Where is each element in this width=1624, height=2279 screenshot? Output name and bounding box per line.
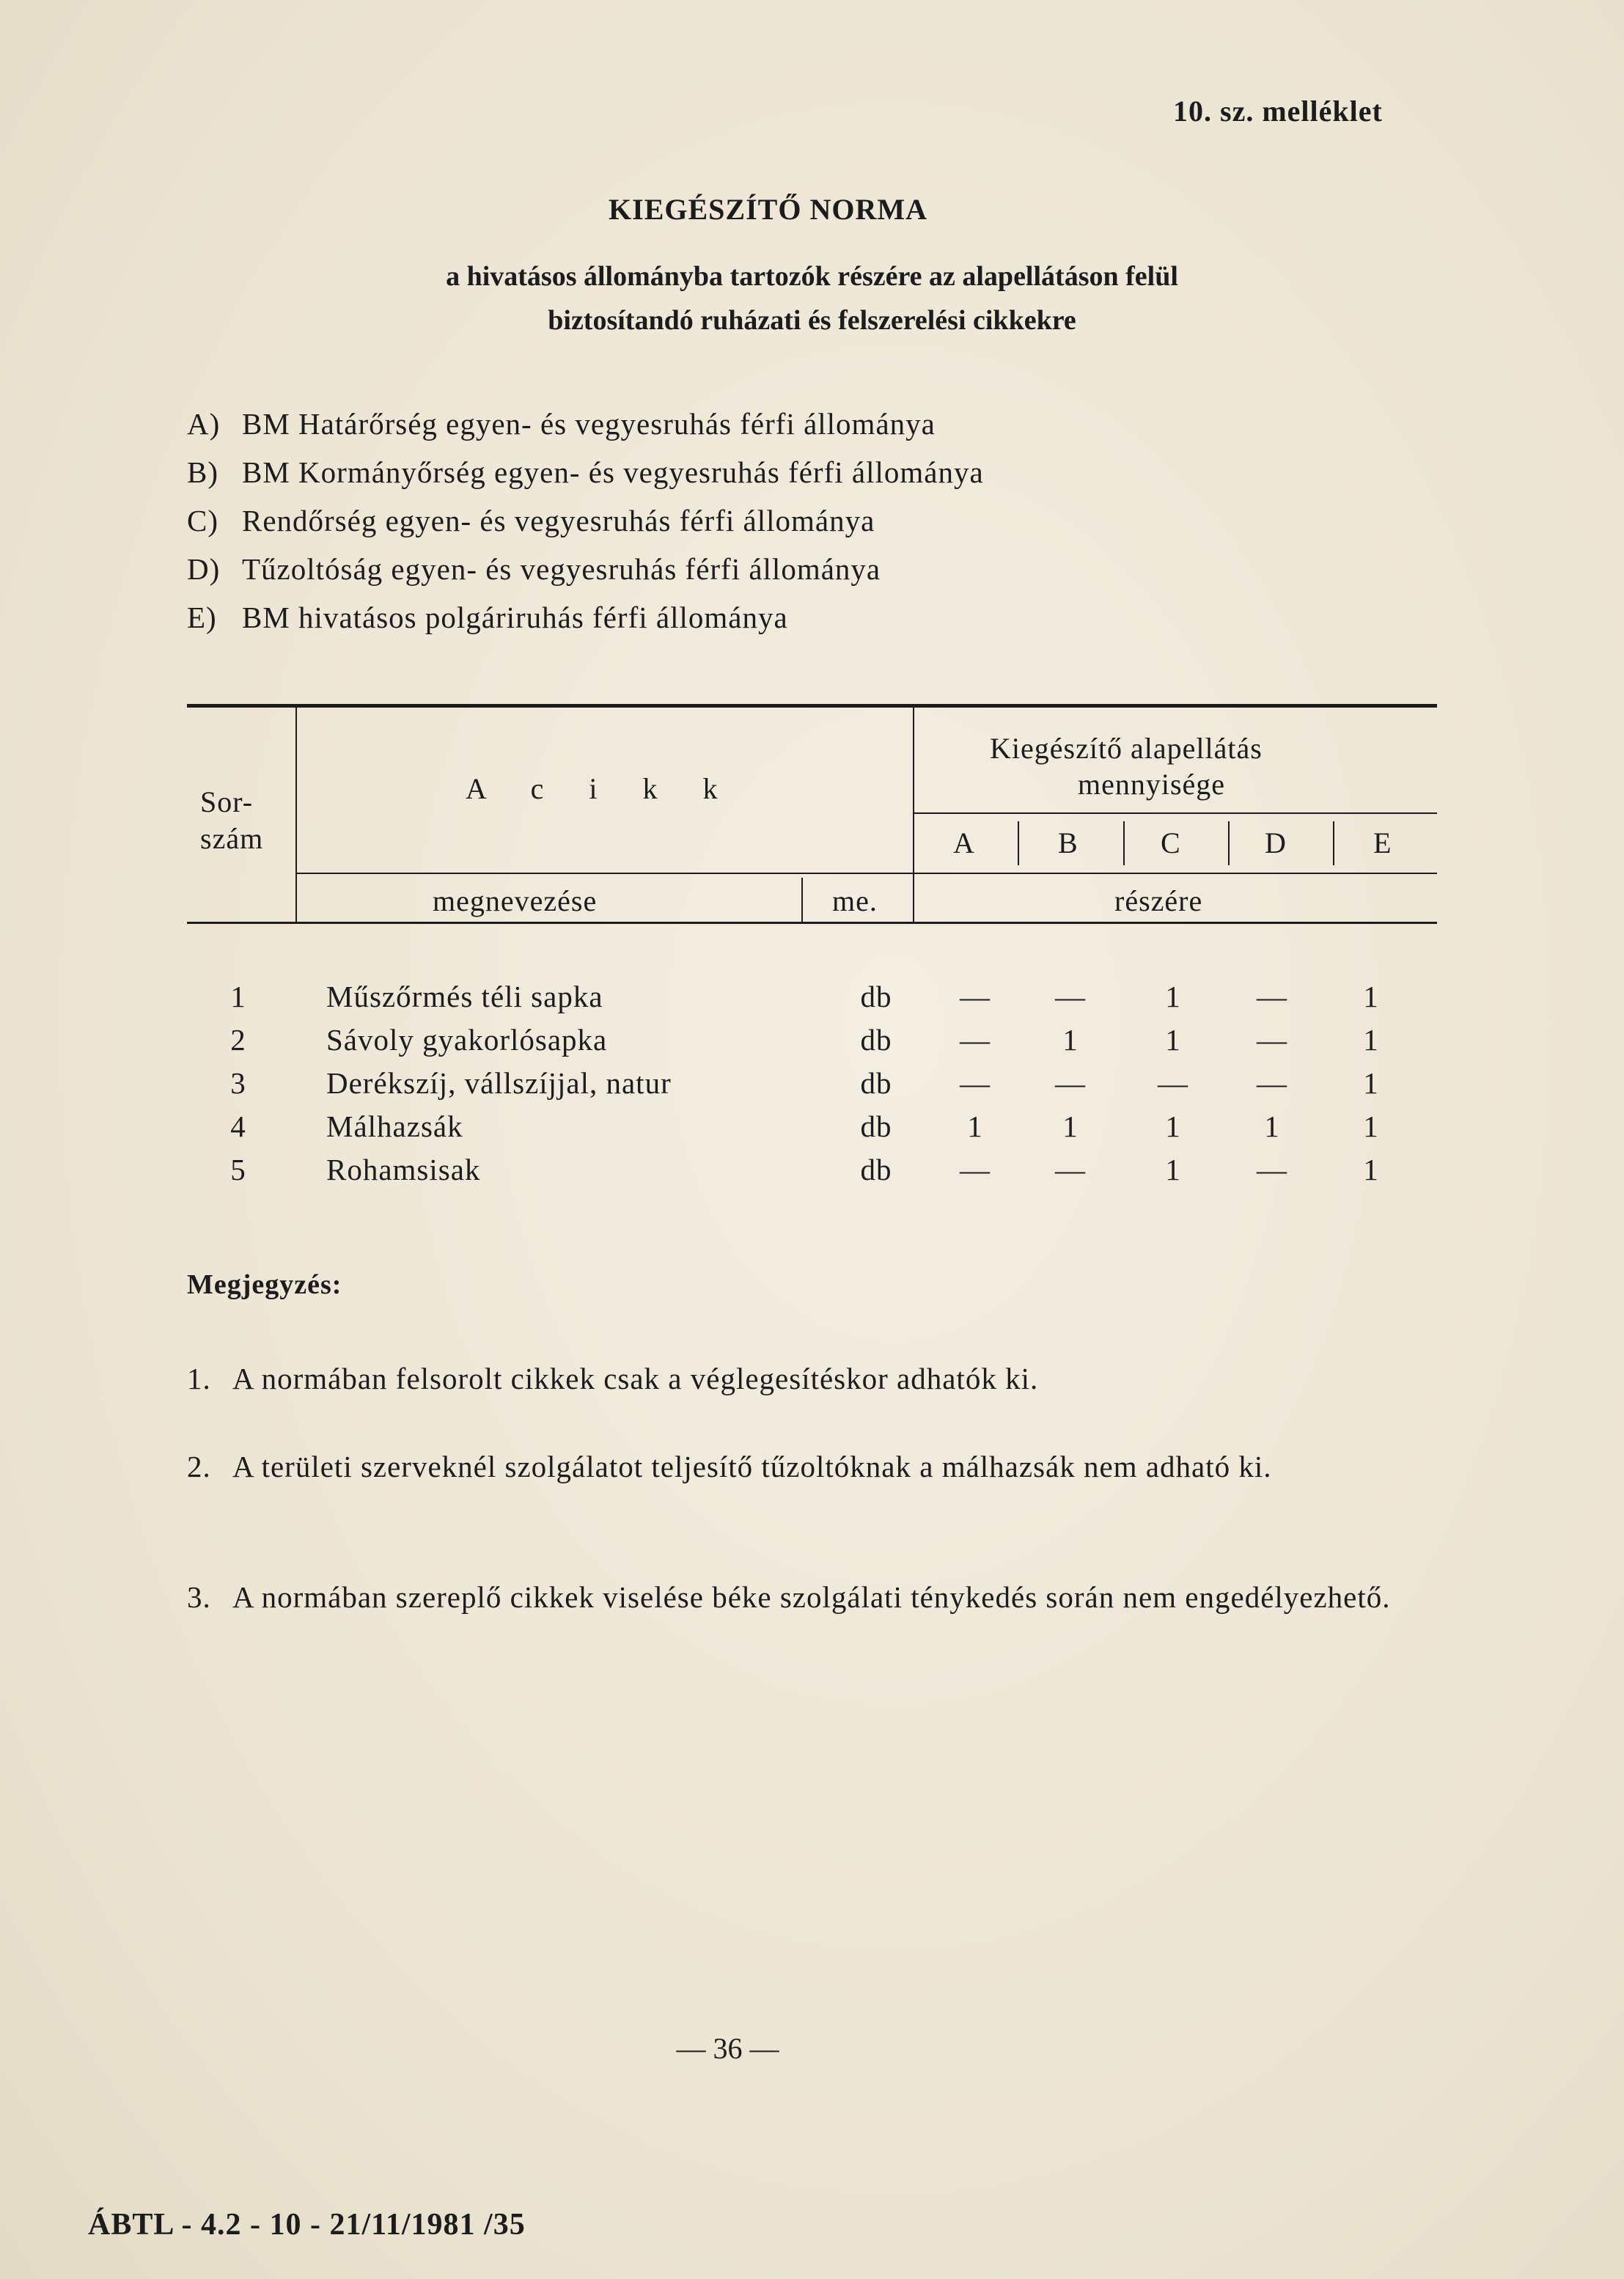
header-megnevezese: megnevezése bbox=[433, 884, 598, 917]
qty-d: — bbox=[1257, 980, 1287, 1013]
column-divider bbox=[1018, 821, 1019, 865]
qty-c: 1 bbox=[1165, 1153, 1181, 1186]
header-supply-line-1: Kiegészítő alapellátás bbox=[990, 732, 1263, 765]
qty-e: 1 bbox=[1363, 1066, 1379, 1100]
category-item bbox=[187, 448, 984, 496]
note-number: 3. bbox=[187, 1580, 211, 1614]
note-item bbox=[187, 1575, 1437, 1619]
qty-a: — bbox=[960, 980, 991, 1013]
qty-d: 1 bbox=[1264, 1109, 1280, 1143]
row-number: 4 bbox=[230, 1109, 246, 1143]
table-row bbox=[187, 1065, 1437, 1109]
table-bottom-rule bbox=[187, 922, 1437, 924]
qty-a: — bbox=[960, 1023, 991, 1057]
item-unit: db bbox=[860, 1109, 892, 1143]
column-divider bbox=[1123, 821, 1125, 865]
row-number: 1 bbox=[230, 980, 246, 1013]
header-sorszam-line-2: szám bbox=[200, 822, 264, 855]
item-name: Derékszíj, vállszíjjal, natur bbox=[326, 1066, 672, 1100]
item-unit: db bbox=[860, 980, 892, 1013]
qty-c: 1 bbox=[1165, 980, 1181, 1013]
norm-table-body bbox=[187, 979, 1437, 1195]
category-text: BM Határőrség egyen- és vegyesruhás férfi állománya bbox=[242, 407, 936, 441]
qty-d: — bbox=[1257, 1066, 1287, 1100]
table-row bbox=[187, 979, 1437, 1022]
category-text: Tűzoltóság egyen- és vegyesruhás férfi állománya bbox=[242, 552, 881, 586]
table-top-rule bbox=[187, 704, 1437, 708]
qty-e: 1 bbox=[1363, 1023, 1379, 1057]
row-number: 2 bbox=[230, 1023, 246, 1057]
header-row-divider bbox=[914, 812, 1437, 814]
item-unit: db bbox=[860, 1023, 892, 1057]
norm-table-header bbox=[187, 704, 1437, 924]
qty-e: 1 bbox=[1363, 1109, 1379, 1143]
page-title: KIEGÉSZÍTŐ NORMA bbox=[609, 193, 927, 226]
table-row bbox=[187, 1152, 1437, 1195]
category-letter: B) bbox=[187, 455, 218, 489]
note-number: 1. bbox=[187, 1362, 211, 1395]
qty-b: — bbox=[1055, 1153, 1086, 1186]
subtitle-line-2: biztosítandó ruházati és felszerelési cikkekre bbox=[548, 305, 1076, 336]
header-row-divider bbox=[297, 873, 913, 874]
row-number: 3 bbox=[230, 1066, 246, 1100]
qty-b: — bbox=[1055, 1066, 1086, 1100]
header-row-divider bbox=[914, 873, 1437, 874]
category-list bbox=[187, 400, 984, 642]
category-item bbox=[187, 400, 984, 448]
category-text: Rendőrség egyen- és vegyesruhás férfi állománya bbox=[242, 504, 875, 537]
column-divider bbox=[913, 704, 914, 924]
header-col-e: E bbox=[1373, 826, 1392, 859]
header-col-d: D bbox=[1265, 826, 1287, 859]
category-item bbox=[187, 593, 984, 642]
item-name: Rohamsisak bbox=[326, 1153, 481, 1186]
column-divider bbox=[1333, 821, 1334, 865]
note-text: A normában szereplő cikkek viselése béke szolgálati ténykedés során nem engedélyezhető. bbox=[232, 1580, 1391, 1614]
header-col-b: B bbox=[1058, 826, 1079, 859]
qty-c: 1 bbox=[1165, 1023, 1181, 1057]
item-name: Műszőrmés téli sapka bbox=[326, 980, 603, 1013]
qty-a: — bbox=[960, 1066, 991, 1100]
note-text: A területi szerveknél szolgálatot teljesítő tűzoltóknak a málhazsák nem adható ki. bbox=[232, 1450, 1272, 1483]
qty-c: — bbox=[1158, 1066, 1188, 1100]
header-supply-line-2: mennyisége bbox=[1078, 768, 1226, 801]
header-cikk: A c i k k bbox=[466, 772, 737, 805]
subtitle-line-1: a hivatásos állományba tartozók részére az alapellátáson felül bbox=[446, 261, 1178, 292]
item-name: Málhazsák bbox=[326, 1109, 463, 1143]
category-item bbox=[187, 545, 984, 593]
note-number: 2. bbox=[187, 1450, 211, 1483]
note-text: A normában felsorolt cikkek csak a véglegesítéskor adhatók ki. bbox=[232, 1362, 1039, 1395]
qty-e: 1 bbox=[1363, 1153, 1379, 1186]
item-unit: db bbox=[860, 1066, 892, 1100]
category-letter: D) bbox=[187, 552, 221, 586]
notes-heading: Megjegyzés: bbox=[187, 1269, 342, 1300]
qty-b: 1 bbox=[1062, 1109, 1079, 1143]
qty-e: 1 bbox=[1363, 980, 1379, 1013]
note-item bbox=[187, 1357, 1437, 1401]
annex-label: 10. sz. melléklet bbox=[1173, 95, 1383, 128]
qty-b: 1 bbox=[1062, 1023, 1079, 1057]
qty-d: — bbox=[1257, 1023, 1287, 1057]
qty-a: — bbox=[960, 1153, 991, 1186]
item-name: Sávoly gyakorlósapka bbox=[326, 1023, 608, 1057]
category-text: BM Kormányőrség egyen- és vegyesruhás férfi állománya bbox=[242, 455, 984, 489]
row-number: 5 bbox=[230, 1153, 246, 1186]
page-number: — 36 — bbox=[676, 2032, 779, 2065]
column-divider bbox=[1228, 821, 1230, 865]
qty-c: 1 bbox=[1165, 1109, 1181, 1143]
table-row bbox=[187, 1109, 1437, 1152]
category-letter: C) bbox=[187, 504, 218, 537]
header-col-c: C bbox=[1161, 826, 1181, 859]
qty-a: 1 bbox=[967, 1109, 983, 1143]
header-me: me. bbox=[832, 884, 878, 917]
item-unit: db bbox=[860, 1153, 892, 1186]
column-divider bbox=[801, 878, 803, 924]
header-sorszam-line-1: Sor- bbox=[200, 785, 254, 818]
column-divider bbox=[295, 704, 297, 924]
archive-reference: ÁBTL - 4.2 - 10 - 21/11/1981 /35 bbox=[88, 2208, 526, 2242]
header-reszere: részére bbox=[1114, 884, 1203, 917]
category-letter: E) bbox=[187, 601, 217, 634]
category-letter: A) bbox=[187, 407, 221, 441]
table-row bbox=[187, 1022, 1437, 1065]
qty-b: — bbox=[1055, 980, 1086, 1013]
category-item bbox=[187, 496, 984, 545]
category-text: BM hivatásos polgáriruhás férfi állománya bbox=[242, 601, 788, 634]
note-item bbox=[187, 1445, 1437, 1489]
qty-d: — bbox=[1257, 1153, 1287, 1186]
header-col-a: A bbox=[953, 826, 975, 859]
